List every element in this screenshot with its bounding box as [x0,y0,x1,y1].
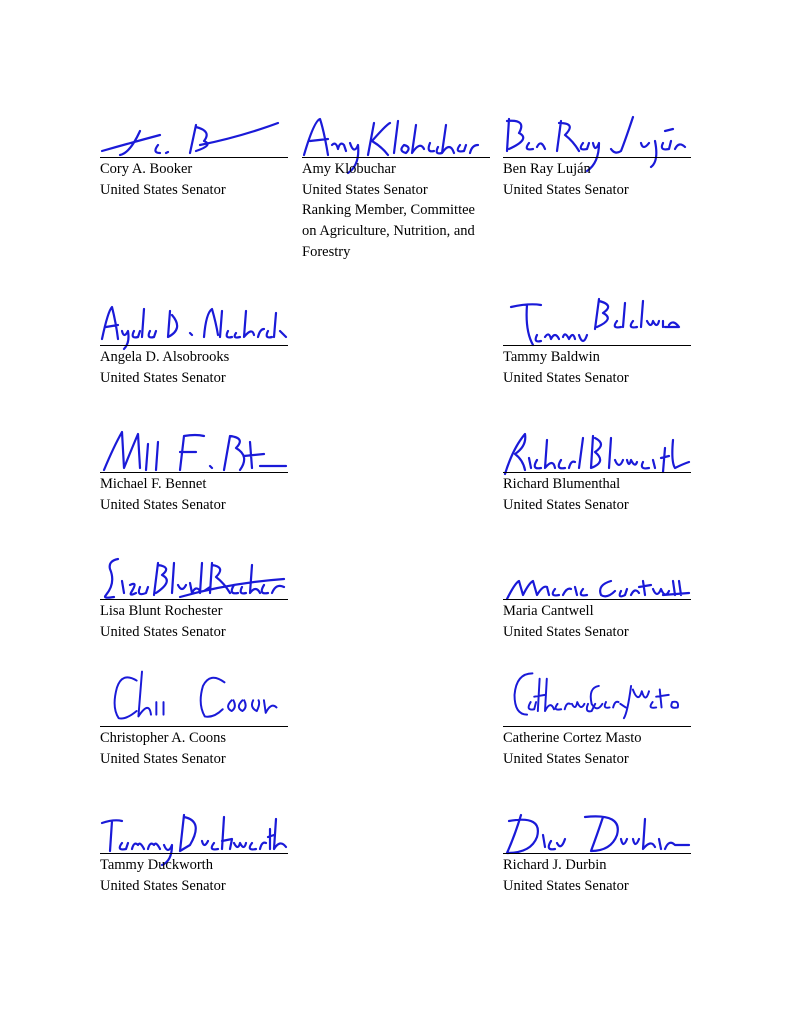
signature-line [100,472,288,473]
signatory-title: United States Senator [302,181,428,198]
signatory-name: Lisa Blunt Rochester [100,603,223,619]
handwritten-signature [503,668,691,720]
signatory-name: Richard Blumenthal [503,476,621,492]
signature-line [503,599,691,600]
signature-line [503,472,691,473]
signatory-title: United States Senator [503,369,629,386]
signature-line [503,157,691,158]
handwritten-signature [503,295,691,347]
signatory-title: United States Senator [503,877,629,894]
signature-line [100,345,288,346]
signatory-name: Maria Cantwell [503,603,594,619]
signatory-role-line-3: Forestry [302,243,351,260]
signatory-title: United States Senator [503,750,629,767]
signatory-name: Angela D. Alsobrooks [100,349,230,365]
signatory-title: United States Senator [503,181,629,198]
signatory-name: Cory A. Booker [100,161,193,177]
handwritten-signature [302,111,490,163]
signature-line [302,157,490,158]
signature-line [503,853,691,854]
handwritten-signature [100,553,288,605]
signatory-name: Ben Ray Luján [503,161,591,177]
signatory-name: Amy Klobuchar [302,161,396,177]
handwritten-signature [503,805,691,857]
signatory-name: Richard J. Durbin [503,857,607,873]
signatory-name: Michael F. Bennet [100,476,207,492]
signatory-role-line-1: Ranking Member, Committee [302,202,475,219]
signatory-title: United States Senator [503,623,629,640]
signatory-name: Tammy Baldwin [503,349,600,365]
signatory-title: United States Senator [100,369,226,386]
handwritten-signature [503,111,691,163]
signatory-title: United States Senator [100,181,226,198]
signature-line [503,345,691,346]
signature-line [100,853,288,854]
signatory-title: United States Senator [100,877,226,894]
signatory-name: Catherine Cortez Masto [503,730,642,746]
signature-line [100,726,288,727]
handwritten-signature [100,426,288,478]
handwritten-signature [100,109,288,161]
signatory-name: Christopher A. Coons [100,730,227,746]
signatory-title: United States Senator [100,623,226,640]
signature-line [100,157,288,158]
signatory-name: Tammy Duckworth [100,857,213,873]
signatory-title: United States Senator [100,496,226,513]
handwritten-signature [100,299,288,351]
handwritten-signature [100,805,288,857]
handwritten-signature [100,668,288,720]
signature-line [100,599,288,600]
signatory-title: United States Senator [100,750,226,767]
signature-line [503,726,691,727]
signatory-title: United States Senator [503,496,629,513]
signatory-role-line-2: on Agriculture, Nutrition, and [302,223,475,240]
